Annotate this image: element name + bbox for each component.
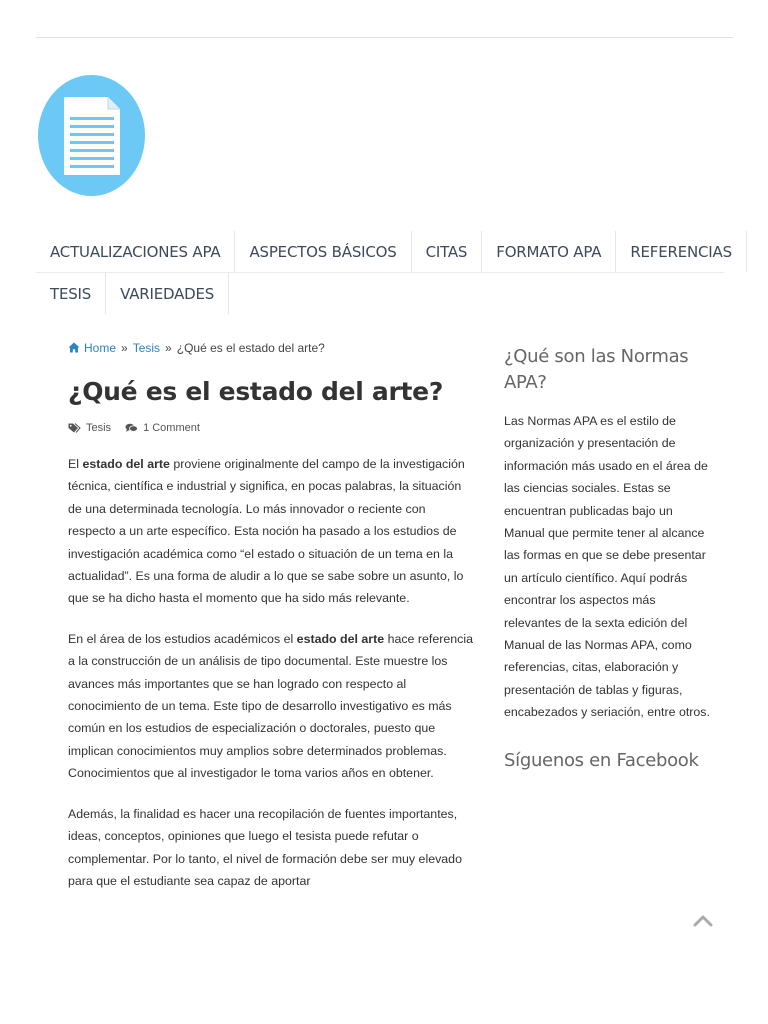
main-nav xyxy=(36,231,736,314)
home-icon xyxy=(68,342,80,353)
chevron-up-icon xyxy=(692,912,714,930)
nav-item-variedades[interactable]: VARIEDADES xyxy=(106,273,229,314)
site-logo[interactable] xyxy=(38,75,145,196)
post-paragraph: En el área de los estudios académicos el estado del arte hace referencia a la construcción de un análisis de tipo documental. Este muestre los avances más importantes que se han logrado con respecto al conocimiento de un tema. Este tipo de desarrollo investigativo es más común en los estudios de especialización o doctorales, puesto que implican conocimientos muy amplios sobre determinados problemas. Conocimientos que al investigador le toma varios años en obtener. xyxy=(68,631,473,781)
post-comments-label: 1 Comment xyxy=(143,422,200,434)
nav-item-citas[interactable]: CITAS xyxy=(412,231,483,272)
breadcrumb-home-link[interactable] xyxy=(68,341,116,355)
nav-item-referencias[interactable]: REFERENCIAS xyxy=(616,231,747,272)
main-nav-row-1 xyxy=(36,231,732,273)
post-meta xyxy=(68,421,476,435)
nav-item-formato-apa[interactable]: FORMATO APA xyxy=(482,231,616,272)
post-category-label: Tesis xyxy=(86,422,112,434)
post-body xyxy=(68,453,476,892)
post-category[interactable] xyxy=(68,422,111,434)
sidebar xyxy=(504,344,716,774)
page-title: ¿Qué es el estado del arte? xyxy=(68,377,444,406)
sidebar-title-facebook: Síguenos en Facebook xyxy=(504,749,699,771)
breadcrumb-home-label: Home xyxy=(84,341,117,355)
document-icon xyxy=(38,75,145,196)
nav-item-aspectos-basicos[interactable]: ASPECTOS BÁSICOS xyxy=(235,231,411,272)
scroll-to-top-button[interactable] xyxy=(692,912,714,930)
keyword-bold: estado del arte xyxy=(82,457,170,471)
main-nav-row-2 xyxy=(36,273,221,314)
breadcrumb-category-link[interactable]: Tesis xyxy=(132,341,161,355)
post-paragraph: Además, la finalidad es hacer una recopilación de fuentes importantes, ideas, conceptos, opiniones que luego el tesista puede refutar o complementar. Por lo tanto, el nivel de formación debe ser muy elevado para que el estudiante sea capaz de aportar xyxy=(68,806,462,888)
comments-icon xyxy=(125,423,138,433)
main-content xyxy=(68,340,476,892)
keyword-bold: estado del arte xyxy=(296,631,385,646)
tag-icon xyxy=(68,423,81,433)
breadcrumb xyxy=(68,340,476,356)
sidebar-title-normas-apa: ¿Qué son las Normas APA? xyxy=(504,346,689,393)
top-divider xyxy=(36,37,733,38)
breadcrumb-current: ¿Qué es el estado del arte? xyxy=(176,341,325,355)
nav-item-actualizaciones-apa[interactable]: ACTUALIZACIONES APA xyxy=(36,231,235,272)
post-comments[interactable] xyxy=(125,422,200,434)
breadcrumb-separator: » xyxy=(121,341,128,355)
post-paragraph: El estado del arte proviene originalmente del campo de la investigación técnica, científica e industrial y significa, en pocas palabras, la situación de una determinada tecnología. Lo más innovador o reciente con respecto a un arte específico. Esta noción ha pasado a los estudios de investigación académica como “el estado o situación de un tema en la actualidad”. Es una forma de aludir a lo que se sabe sobre un asunto, lo que se ha dicho hasta el momento que ha sido más relevante. xyxy=(68,457,465,606)
breadcrumb-separator: » xyxy=(165,341,172,355)
nav-item-tesis[interactable]: TESIS xyxy=(36,273,106,314)
sidebar-text: Las Normas APA es el estilo de organización y presentación de información más usado en el área de las ciencias sociales. Estas se encuentran publicadas bajo un Manual que permite tener al alcance las formas en que se debe presentar un artículo científico. Aquí podrás encontrar los aspectos más relevantes de la sexta edición del Manual de las Normas APA, como referencias, citas, elaboración y presentación de tablas y figuras, encabezados y seriación, entre otros. xyxy=(504,414,710,720)
